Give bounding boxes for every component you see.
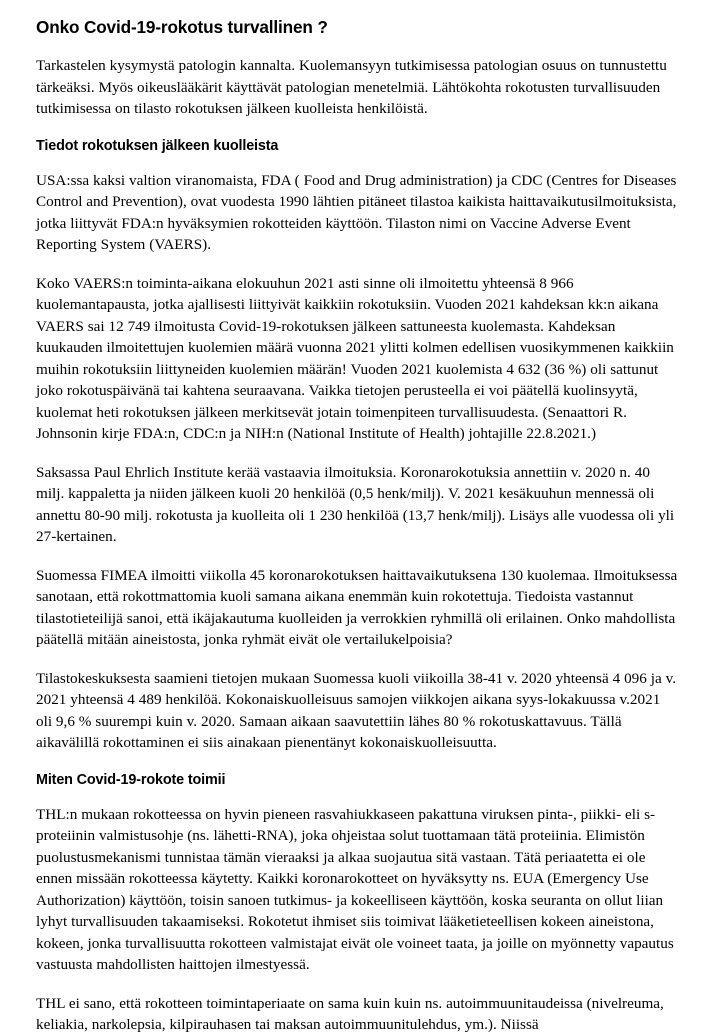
paragraph-thl-mechanism: THL:n mukaan rokotteessa on hyvin pieneen rasvahiukkaseen pakattuna viruksen pinta-, piikki- eli s-proteiinin valmistusohje (ns. lähetti-RNA), joka ohjeistaa solut tuottamaan tätä proteiinia. Elimistön puolustusmekanismi tunnistaa tämän vieraaksi ja alkaa suojautua sitä vastaan. Tätä periaatetta ei ole ennen missään rokotteessa käytetty. Kaikki koronarokotteet on hyväksytty ns. EUA (Emergency Use Authorization) käyttöön, toisin sanoen tutkimus- ja kokeelliseen käyttöön, koska seuranta on ollut liian lyhyt turvallisuuden takaamiseksi. Rokotetut ihmiset siis toimivat lääketieteellisen kokeen aineistona, kokeen, jonka turvallisuutta rokotteen valmistajat eivät ole voineet taata, ja joille on myönnetty vapautus vastuusta mahdollisten haittojen ilmestyessä. xyxy=(36,805,674,973)
paragraph-thl-autoimmune: THL ei sano, että rokotteen toimintaperiaate on sama kuin kuin ns. autoimmuunitaudeissa (nivelreuma, keliakia, narkolepsia, kilpirauhasen tai maksan autoimmuunitulehdus, ym.). Niissä xyxy=(36,994,664,1033)
paragraph-tilastokeskus: Tilastokeskuksesta saamieni tietojen mukaan Suomessa kuoli viikoilla 38-41 v. 2020 yhteensä 4 096 ja v. 2021 yhteensä 4 489 henkilöä. Kokonaiskuolleisuus samojen viikkojen aikana syys-lokakuussa v.2021 oli 9,6 % suurempi kuin v. 2020. Samaan aikaan saavutettiin lähes 80 % rokotuskattavuus. Tällä aikavälillä rokottaminen ei siis ainakaan pienentänyt kokonaiskuolleisuutta. xyxy=(36,669,677,751)
section-heading-miten-rokote-toimii: Miten Covid-19-rokote toimii xyxy=(36,771,226,788)
intro-paragraph: Tarkastelen kysymystä patologin kannalta. Kuolemansyyn tutkimisessa patologian osuus on tunnustettu tärkeäksi. Myös oikeuslääkärit käyttävät patologian menetelmiä. Lähtökohta rokotusten turvallisuuden tutkimisessa on tilasto rokotuksen jälkeen kuolleista henkilöistä. xyxy=(36,57,667,117)
paragraph-fimea-finland: Suomessa FIMEA ilmoitti viikolla 45 koronarokotuksen haittavaikutuksena 130 kuolemaa. Ilmoituksessa sanotaan, että rokottmattomia kuoli samana aikana enemmän kuin rokotettuja. Tiedoista vastannut tilastotieteilijä sanoi, että ikäjakautuma kuolleiden ja verrokkien ryhmillä oli erilainen. Onko mahdollista päätellä mitään aineistosta, jonka ryhmät eivät ole vertailukelpoisia? xyxy=(36,566,678,648)
section-heading-tiedot: Tiedot rokotuksen jälkeen kuolleista xyxy=(36,137,279,154)
page-title: Onko Covid-19-rokotus turvallinen ? xyxy=(36,17,328,37)
paragraph-paul-ehrlich-institute: Saksassa Paul Ehrlich Institute kerää vastaavia ilmoituksia. Koronarokotuksia annettiin v. 2020 n. 40 milj. kappaletta ja niiden jälkeen kuoli 20 henkilöä (0,5 henk/milj). V. 2021 kesäkuuhun mennessä oli annettu 80-90 milj. rokotusta ja kuolleita oli 1 230 henkilöä (13,7 henk/milj). Lisäys alle vuodessa oli yli 27-kertainen. xyxy=(36,463,675,545)
paragraph-vaers-intro: USA:ssa kaksi valtion viranomaista, FDA ( Food and Drug administration) ja CDC (Centres for Diseases Control and Prevention), ovat vuodesta 1990 lähtien pitäneet tilastoa kaikista haittavaikutusilmoituksista, jotka liittyvät FDA:n hyväksymien rokotteiden käyttöön. Tilaston nimi on Vaccine Adverse Event Reporting System (VAERS). xyxy=(36,171,677,253)
paragraph-vaers-statistics: Koko VAERS:n toiminta-aikana elokuuhun 2021 asti sinne oli ilmoitettu yhteensä 8 966 kuolemantapausta, jotka ajallisesti liittyivät kaikkiin rokotuksiin. Vuoden 2021 kahdeksan kk:n aikana VAERS sai 12 749 ilmoitusta Covid-19-rokotuksen jälkeen sattuneesta kuolemasta. Kahdeksan kuukauden ilmoitettujen kuolemien määrä vuonna 2021 ylitti kolmen edellisen vuosikymmenen kaikkiin muihin rokotuksiin liittyneiden kuolemien määrän! Vuoden 2021 kuolemista 4 632 (36 %) oli sattunut joko rokotuspäivänä tai kahtena seuraavana. Vaikka tietojen perusteella ei voi päätellä kuolinsyytä, kuolemat heti rokotuksen jälkeen merkitsevät jotain toimenpiteen turvallisuudesta. (Senaattori R. Johnsonin kirje FDA:n, CDC:n ja NIH:n (National Institute of Health) johtajille 22.8.2021.) xyxy=(36,274,674,442)
